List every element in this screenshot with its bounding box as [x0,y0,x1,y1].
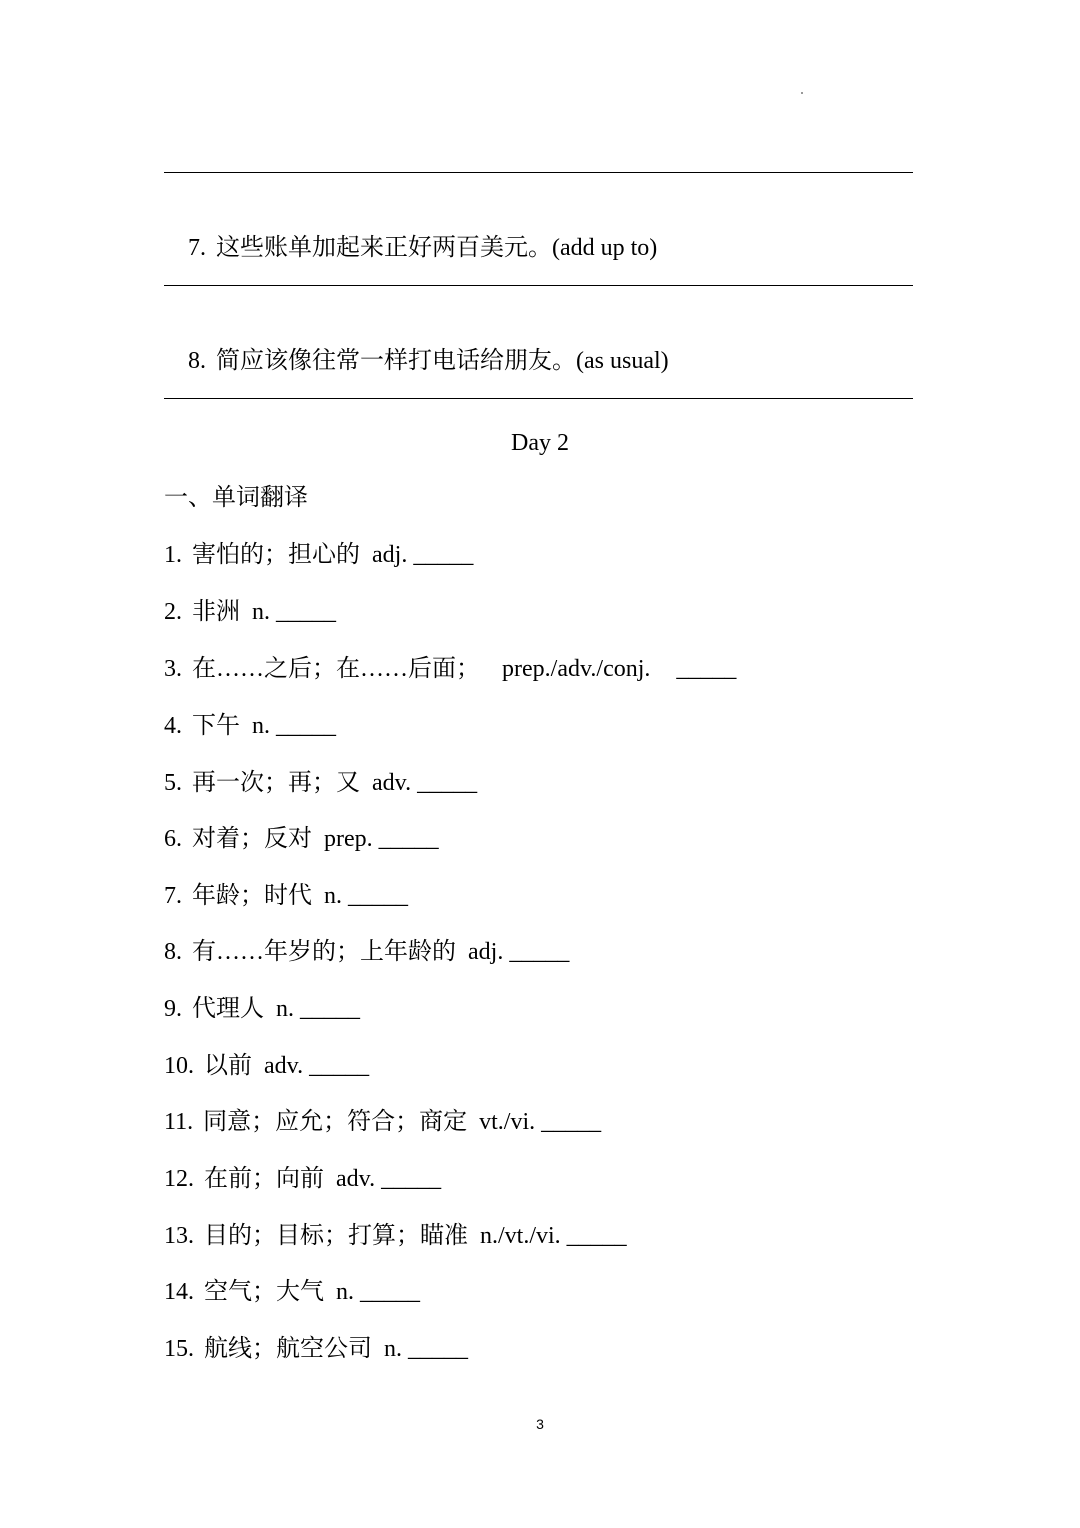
item-chinese: 航线；航空公司 [204,1336,372,1362]
item-number: 12. [164,1166,194,1192]
answer-line [164,398,913,399]
item-pos: prep./adv./conj. [502,656,651,682]
sentence-text: 这些账单加起来正好两百美元。(add up to) [216,235,658,261]
item-pos: n. [384,1336,402,1362]
answer-blank[interactable]: _____ [300,996,360,1022]
vocab-item [164,1050,369,1082]
item-pos: n. [252,599,270,625]
answer-blank[interactable]: _____ [381,1166,442,1192]
vocab-item [164,993,360,1025]
answer-blank[interactable]: _____ [509,939,570,965]
item-chinese: 目的；目标；打算；瞄准 [204,1223,468,1249]
day-heading: Day 2 [511,430,569,456]
item-pos: adj. [372,542,408,568]
vocab-item [164,1163,441,1195]
answer-blank[interactable]: _____ [417,770,478,796]
answer-blank[interactable]: _____ [566,1223,627,1249]
item-chinese: 在……之后；在……后面； [192,656,480,682]
item-chinese: 害怕的；担心的 [192,542,360,568]
item-number: 8. [164,939,182,965]
page-number: 3 [536,1416,544,1432]
item-pos: adv. [336,1166,376,1192]
section-title: 一、单词翻译 [164,485,308,511]
item-chinese: 以前 [204,1053,252,1079]
item-chinese: 空气；大气 [204,1279,324,1305]
answer-blank[interactable]: _____ [348,883,408,909]
item-pos: adj. [468,939,504,965]
item-number: 7. [164,883,182,909]
item-pos: n./vt./vi. [480,1223,561,1249]
item-pos: adv. [372,770,412,796]
vocab-item [164,823,439,855]
item-chinese: 代理人 [192,996,264,1022]
vocab-item [164,596,336,628]
item-pos: n. [324,883,342,909]
answer-blank[interactable]: _____ [378,826,439,852]
item-chinese: 有……年岁的；上年龄的 [192,939,456,965]
vocab-item [164,1276,420,1308]
item-pos: n. [336,1279,354,1305]
scan-speck [801,92,803,94]
vocab-item [164,1220,627,1252]
answer-blank[interactable]: _____ [676,656,737,682]
vocab-item [164,936,569,968]
item-pos: adv. [264,1053,304,1079]
item-chinese: 在前；向前 [204,1166,324,1192]
item-chinese: 年龄；时代 [192,883,312,909]
item-chinese: 同意；应允；符合；商定 [203,1109,468,1135]
item-number: 9. [164,996,182,1022]
item-number: 1. [164,542,182,568]
answer-blank[interactable]: _____ [276,713,336,739]
item-pos: n. [252,713,270,739]
item-number: 2. [164,599,182,625]
item-pos: prep. [324,826,373,852]
sentence-text: 简应该像往常一样打电话给朋友。(as usual) [216,348,669,374]
answer-blank[interactable]: _____ [276,599,336,625]
item-chinese: 对着；反对 [192,826,312,852]
item-chinese: 再一次；再；又 [192,770,360,796]
answer-blank[interactable]: _____ [309,1053,370,1079]
item-number: 10. [164,1053,194,1079]
item-number: 4. [164,713,182,739]
item-pos: n. [276,996,294,1022]
vocab-item [164,1333,468,1365]
vocab-item [164,539,473,571]
item-number: 11. [164,1109,194,1135]
sentence-item [164,313,669,409]
sentence-number: 8. [188,348,206,374]
item-number: 5. [164,770,182,796]
answer-line [164,285,913,286]
vocab-item [164,880,408,912]
vocab-item [164,653,736,685]
item-pos: vt./vi. [479,1109,536,1135]
vocab-item [164,710,336,742]
item-number: 3. [164,656,182,682]
answer-blank[interactable]: _____ [413,542,474,568]
item-chinese: 下午 [192,713,240,739]
vocab-item [164,1106,601,1138]
sentence-item [164,200,657,296]
item-number: 6. [164,826,182,852]
answer-line [164,172,913,173]
item-number: 14. [164,1279,194,1305]
item-chinese: 非洲 [192,599,240,625]
item-number: 15. [164,1336,194,1362]
answer-blank[interactable]: _____ [408,1336,468,1362]
sentence-number: 7. [188,235,206,261]
answer-blank[interactable]: _____ [360,1279,420,1305]
vocab-item [164,767,477,799]
item-number: 13. [164,1223,194,1249]
answer-blank[interactable]: _____ [541,1109,602,1135]
